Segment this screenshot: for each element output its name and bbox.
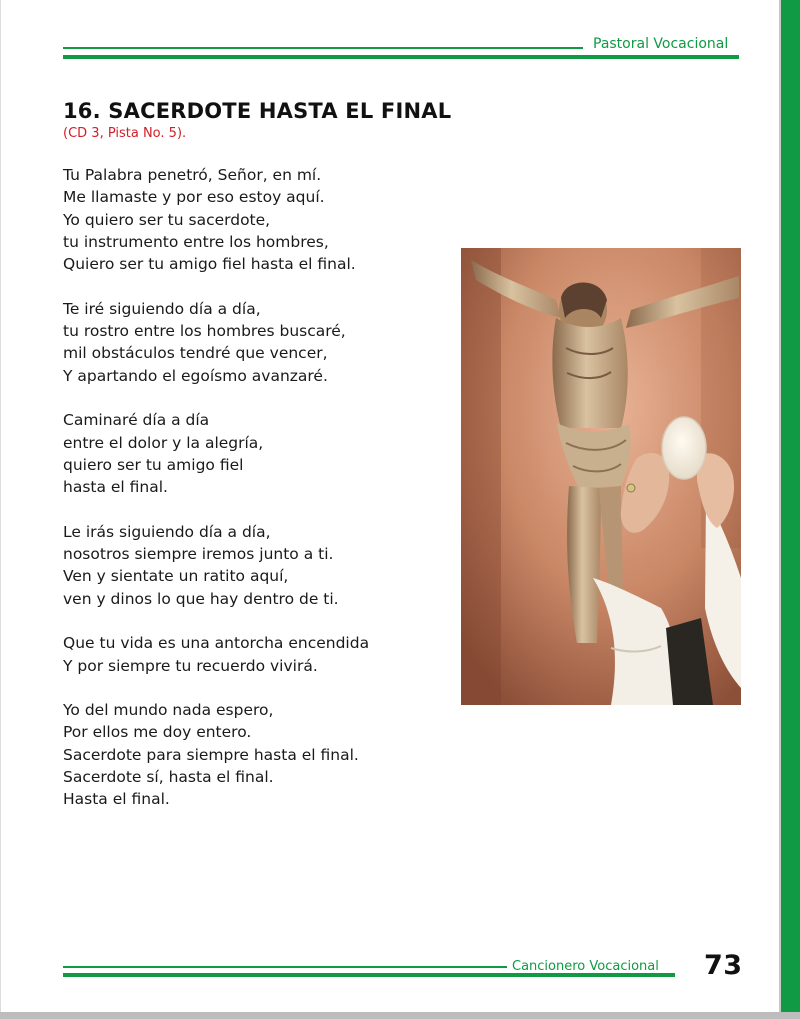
song-title: 16. SACERDOTE HASTA EL FINAL [63, 99, 452, 123]
lyric-line: quiero ser tu amigo fiel [63, 455, 244, 474]
lyric-line: Ven y sientate un ratito aquí, [63, 567, 289, 586]
lyric-line: Tu Palabra penetró, Señor, en mí. [63, 166, 322, 184]
crucifix-photo [461, 248, 741, 705]
lyric-line: Y por siempre tu recuerdo vivirá. [63, 656, 318, 675]
stanza [63, 164, 443, 275]
lyrics [63, 164, 443, 833]
stanza [63, 521, 443, 610]
lyric-line: Y apartando el egoísmo avanzaré. [63, 366, 328, 385]
lyric-line: hasta el final. [63, 478, 168, 497]
lyric-line: tu instrumento entre los hombres, [63, 232, 329, 251]
lyric-line: Yo quiero ser tu sacerdote, [63, 210, 271, 229]
lyric-line: tu rostro entre los hombres buscaré, [63, 322, 346, 341]
lyric-line: Sacerdote sí, hasta el final. [63, 768, 274, 787]
stanza [63, 298, 443, 387]
stanza [63, 632, 443, 677]
stanza [63, 699, 443, 810]
lyric-line: Por ellos me doy entero. [63, 723, 252, 742]
lyric-line: ven y dinos lo que hay dentro de ti. [63, 589, 339, 608]
footer-label: Cancionero Vocacional [512, 959, 659, 974]
lyric-line: mil obstáculos tendré que vencer, [63, 344, 328, 363]
lyric-line: Caminaré día a día [63, 411, 210, 430]
lyric-line: Que tu vida es una antorcha encendida [63, 634, 370, 653]
side-accent-bar [781, 0, 800, 1012]
lyric-line: Me llamaste y por eso estoy aquí. [63, 188, 325, 207]
lyric-line: Sacerdote para siempre hasta el final. [63, 745, 359, 764]
lyric-line: Te iré siguiendo día a día, [63, 299, 261, 318]
song-subtitle: (CD 3, Pista No. 5). [63, 126, 187, 141]
page-bottom-edge [0, 1012, 800, 1019]
lyric-line: Quiero ser tu amigo fiel hasta el final. [63, 255, 356, 274]
lyric-line: Le irás siguiendo día a día, [63, 522, 271, 541]
lyric-line: nosotros siempre iremos junto a ti. [63, 545, 334, 564]
stanza [63, 409, 443, 498]
header-label: Pastoral Vocacional [593, 36, 729, 52]
page-number: 73 [704, 950, 743, 981]
lyric-line: Yo del mundo nada espero, [63, 701, 274, 720]
crucifix-illustration [461, 248, 741, 705]
lyric-line: Hasta el final. [63, 790, 170, 809]
page-edge [0, 0, 1, 1012]
lyric-line: entre el dolor y la alegría, [63, 433, 264, 452]
